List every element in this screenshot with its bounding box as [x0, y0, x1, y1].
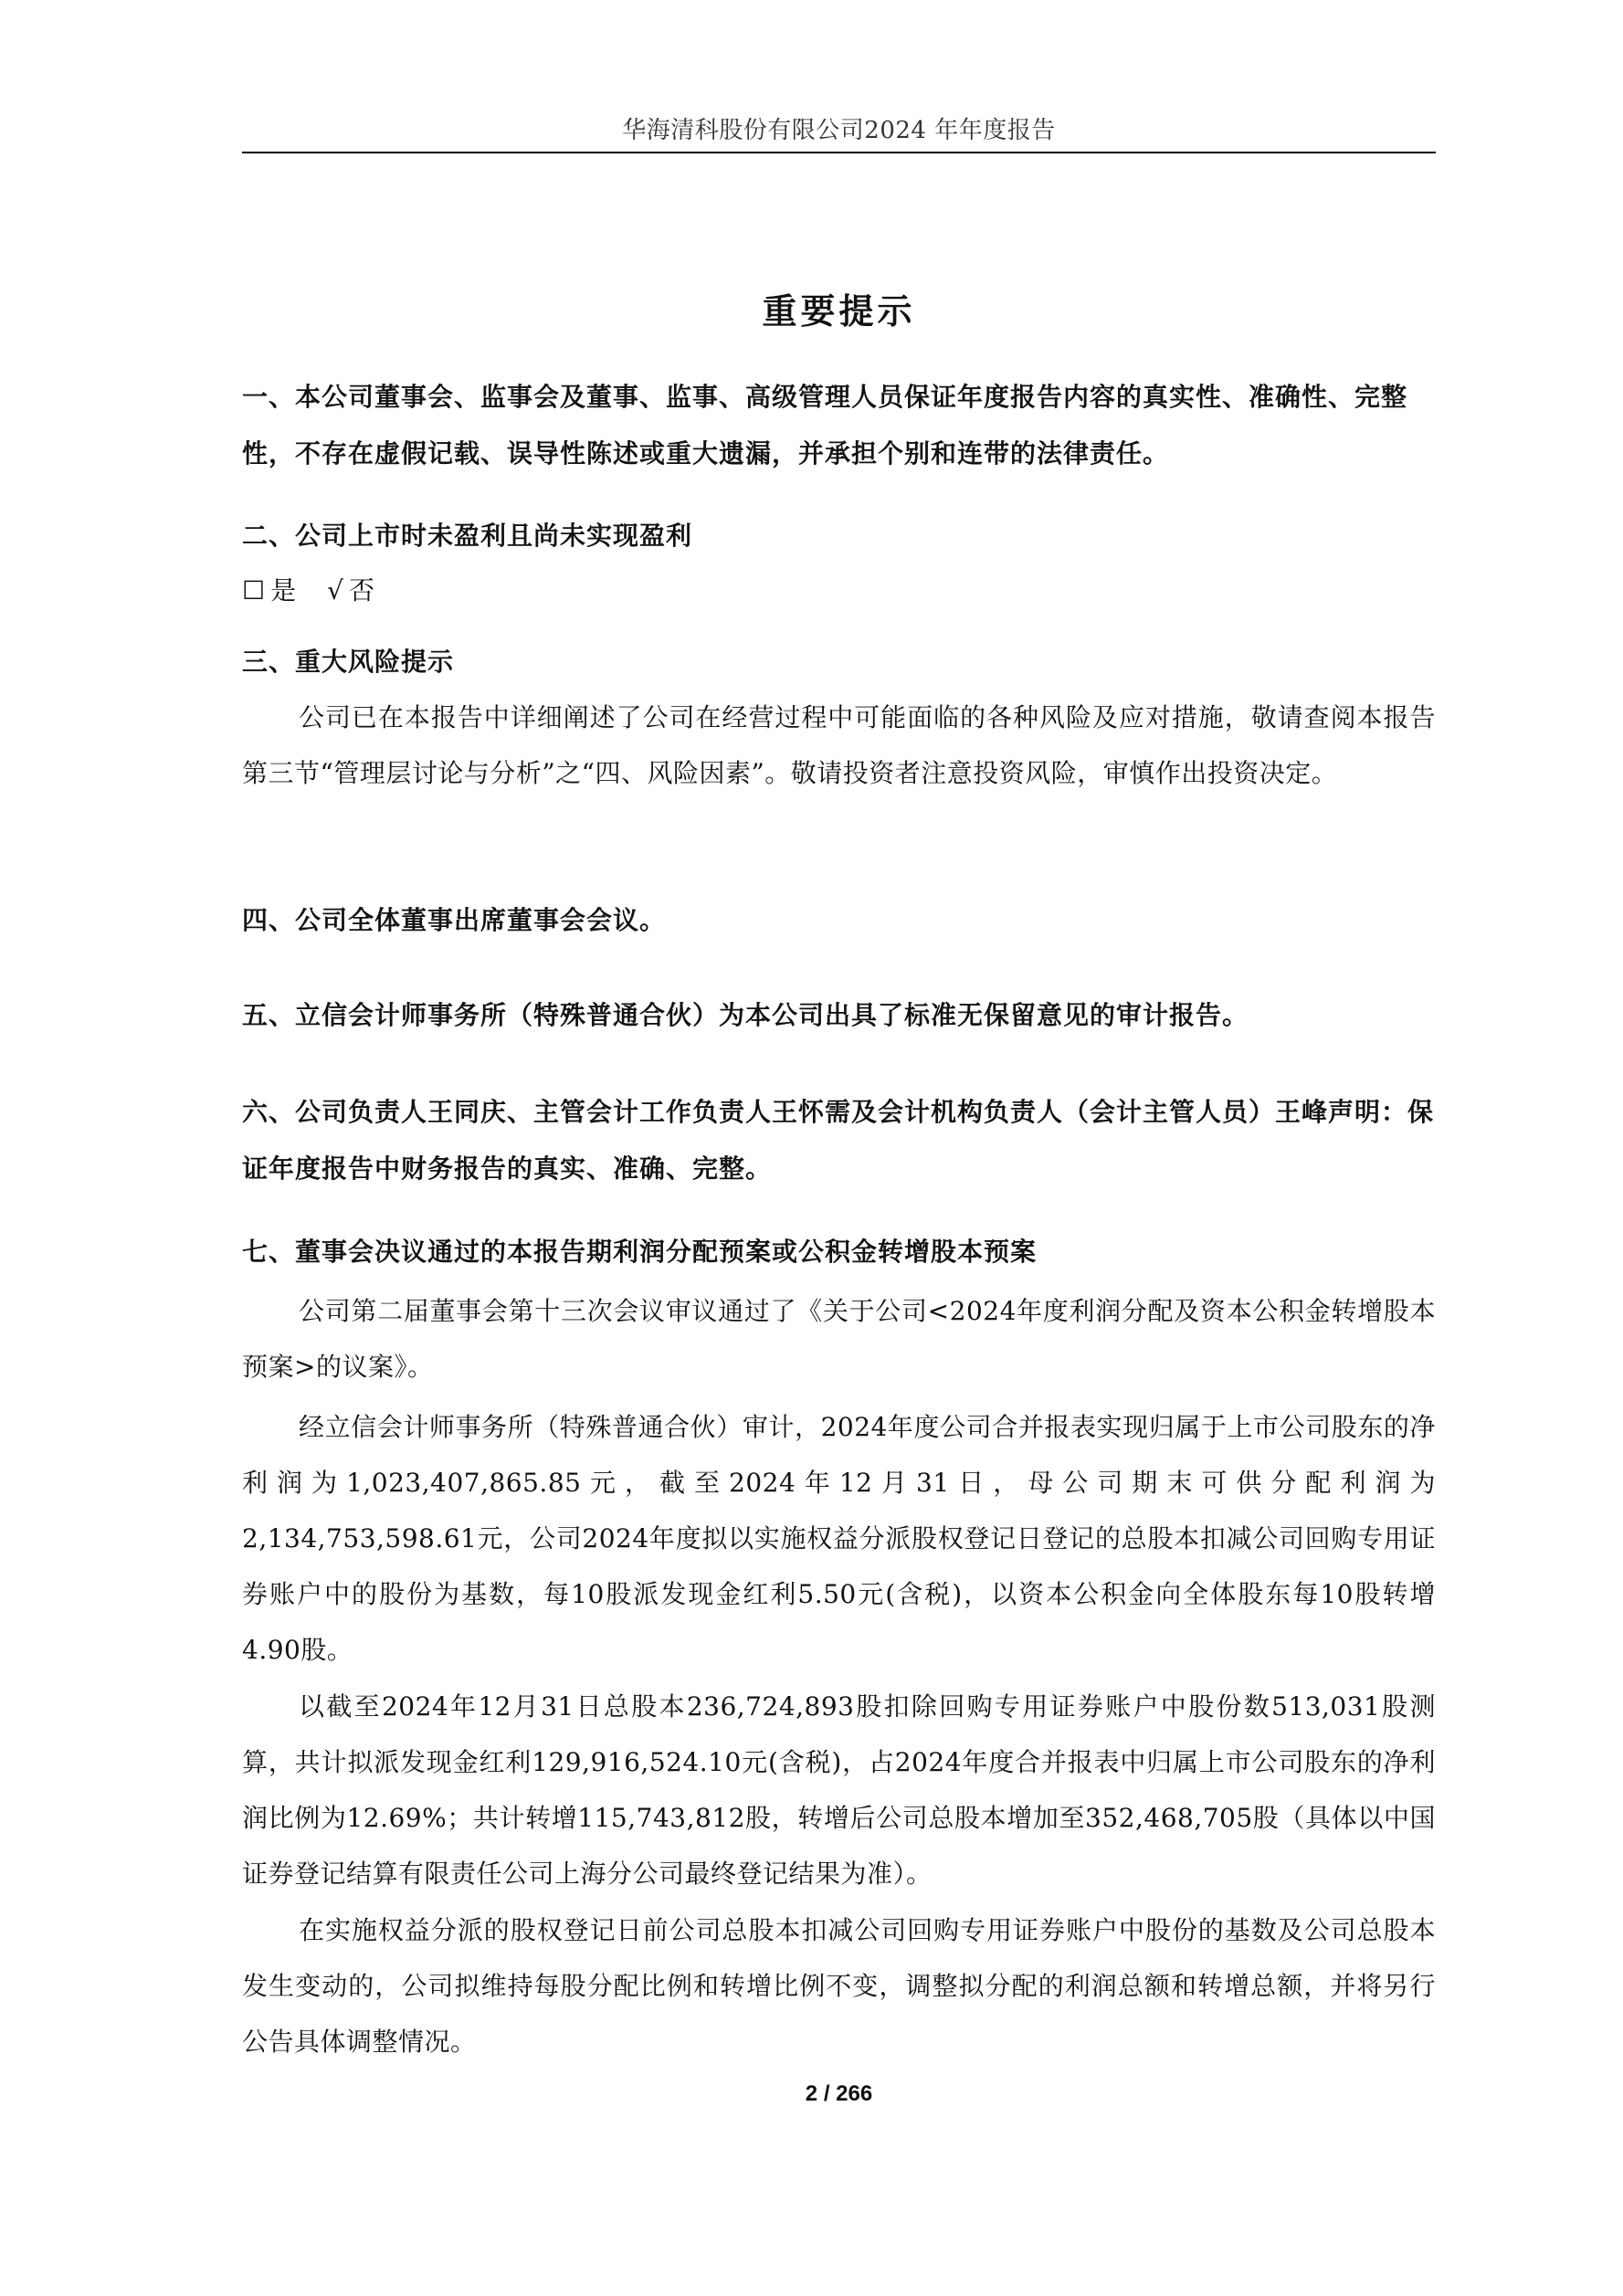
section-2-options	[242, 563, 1436, 619]
running-header: 华海清科股份有限公司2024 年年度报告	[622, 117, 1056, 144]
section-7-paragraph-1: 公司第二届董事会第十三次会议审议通过了《关于公司<2024年度利润分配及资本公积金转增股本预案>的议案》。	[242, 1296, 1436, 1382]
section-5-heading: 五、立信会计师事务所（特殊普通合伙）为本公司出具了标准无保留意见的审计报告。	[242, 1000, 1249, 1030]
section-1-heading: 一、本公司董事会、监事会及董事、监事、高级管理人员保证年度报告内容的真实性、准确性、完整性，不存在虚假记载、误导性陈述或重大遗漏，并承担个别和连带的法律责任。	[242, 382, 1408, 469]
section-3-paragraph: 公司已在本报告中详细阐述了公司在经营过程中可能面临的各种风险及应对措施，敬请查阅本报告第三节“管理层讨论与分析”之“四、风险因素”。敬请投资者注意投资风险，审慎作出投资决定。	[242, 702, 1436, 788]
section-2-heading: 二、公司上市时未盈利且尚未实现盈利	[242, 521, 693, 551]
option-yes-label: 是	[270, 575, 297, 606]
section-7-heading: 七、董事会决议通过的本报告期利润分配预案或公积金转增股本预案	[242, 1237, 1038, 1267]
option-no-label: 否	[348, 575, 374, 606]
section-7-paragraph-4: 在实施权益分派的股权登记日前公司总股本扣减公司回购专用证券账户中股份的基数及公司总股本发生变动的，公司拟维持每股分配比例和转增比例不变，调整拟分配的利润总额和转增总额，并将另行公告具体调整情况。	[242, 1915, 1436, 2057]
checkmark-icon: √	[327, 575, 343, 606]
section-7-paragraph-3: 以截至2024年12月31日总股本236,724,893股扣除回购专用证券账户中股份数513,031股测算，共计拟派发现金红利129,916,524.10元(含税)，占2024年度合并报表中归属上市公司股东的净利润比例为12.69%；共计转增115,743,812股，转增后公司总股本增加至352,468,705股（具体以中国证券登记结算有限责任公司上海分公司最终登记结果为准）。	[242, 1691, 1436, 1889]
section-3-heading: 三、重大风险提示	[242, 647, 455, 677]
checkbox-unchecked-icon: ☐	[242, 575, 266, 606]
page-number: 2 / 266	[805, 2081, 873, 2106]
section-7-paragraph-2: 经立信会计师事务所（特殊普通合伙）审计，2024年度公司合并报表实现归属于上市公司股东的净利润为1,023,407,865.85元，截至2024年12月31日，母公司期末可供分配利润为2,134,753,598.61元，公司2024年度拟以实施权益分派股权登记日登记的总股本扣减公司回购专用证券账户中的股份为基数，每10股派发现金红利5.50元(含税)，以资本公积金向全体股东每10股转增4.90股。	[242, 1412, 1436, 1665]
header-divider	[242, 152, 1436, 153]
page-title: 重要提示	[762, 291, 916, 332]
section-6-heading: 六、公司负责人王同庆、主管会计工作负责人王怀需及会计机构负责人（会计主管人员）王峰声明：保证年度报告中财务报告的真实、准确、完整。	[242, 1097, 1435, 1184]
section-4-heading: 四、公司全体董事出席董事会会议。	[242, 905, 667, 935]
